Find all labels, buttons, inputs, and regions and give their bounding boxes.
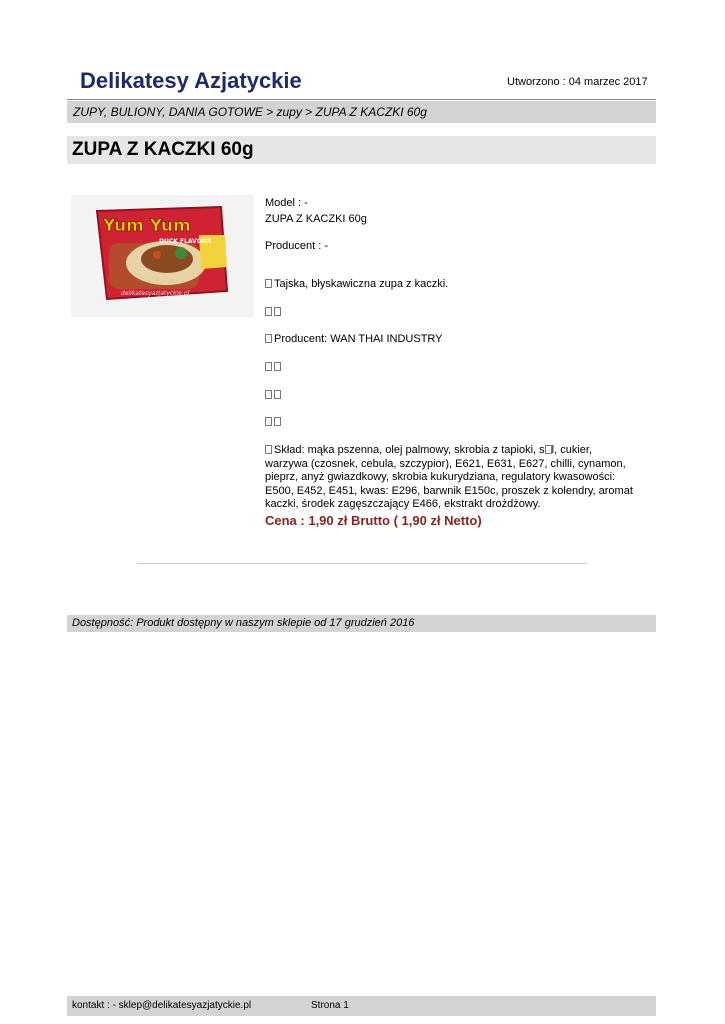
product-name-line: ZUPA Z KACZKI 60g [265,213,367,225]
missing-glyph-icon [274,307,281,316]
missing-glyph-icon [265,362,272,371]
missing-glyph-icon [265,307,272,316]
blank-glyph-line [265,306,283,318]
missing-glyph-icon [265,334,272,343]
missing-glyph-icon [274,362,281,371]
blank-glyph-line [265,416,283,428]
ingredients-text-rest: l, cukier, warzywa (czosnek, cebula, szczypior), E621, E631, E627, chilli, cynamon, pieprz, anyż gwiazdkowy, skrobia kukurydziana, regulatory kwasowości: E500, E452, E451, kwas: E296, barwnik E150c, proszek z kolendry, aromat kaczki, środek zagęszczający E466, ekstrakt drożdżowy. [265,444,633,511]
ingredients-paragraph [265,444,635,512]
site-title: Delikatesy Azjatyckie [80,68,302,93]
missing-glyph-icon [274,417,281,426]
missing-glyph-icon [265,445,272,454]
breadcrumb-text[interactable]: ZUPY, BULIONY, DANIA GOTOWE > zupy > ZUPA Z KACZKI 60g [73,105,427,119]
ingredients-text-start: Skład: mąka pszenna, olej palmowy, skrobia z tapioki, s [274,444,545,456]
product-title: ZUPA Z KACZKI 60g [72,139,254,160]
footer [67,996,656,1016]
missing-glyph-icon [265,279,272,288]
page-number: Strona 1 [311,1000,349,1011]
created-date: Utworzono : 04 marzec 2017 [507,76,648,88]
missing-glyph-icon [265,390,272,399]
product-image [71,195,254,317]
description-line [265,278,448,290]
model-line: Model : - [265,197,308,209]
section-divider [137,563,587,564]
availability-bar [67,615,656,632]
package-brand-text: Yum Yum [103,216,191,236]
header-divider [67,99,656,100]
description-text: Tajska, błyskawiczna zupa z kaczki. [274,278,449,290]
description-producer-text: Producent: WAN THAI INDUSTRY [274,333,443,345]
missing-glyph-icon [265,417,272,426]
description-producer-line [265,333,443,345]
breadcrumb [67,101,656,123]
price: Cena : 1,90 zł Brutto ( 1,90 zł Netto) [265,513,482,528]
missing-glyph-icon [274,390,281,399]
blank-glyph-line [265,361,283,373]
blank-glyph-line [265,389,283,401]
package-flavor-text: DUCK FLAVOUR [159,238,212,245]
noodle-package-image [71,195,254,317]
availability-text: Dostępność: Produkt dostępny w naszym sklepie od 17 grudzień 2016 [72,617,415,629]
producer-line: Producent : - [265,240,328,252]
missing-glyph-icon [545,445,552,454]
product-title-bar [67,136,656,164]
image-watermark: delikatesyazjatyckie.pl [121,290,190,297]
footer-contact[interactable]: kontakt : - sklep@delikatesyazjatyckie.pl [72,1000,252,1011]
